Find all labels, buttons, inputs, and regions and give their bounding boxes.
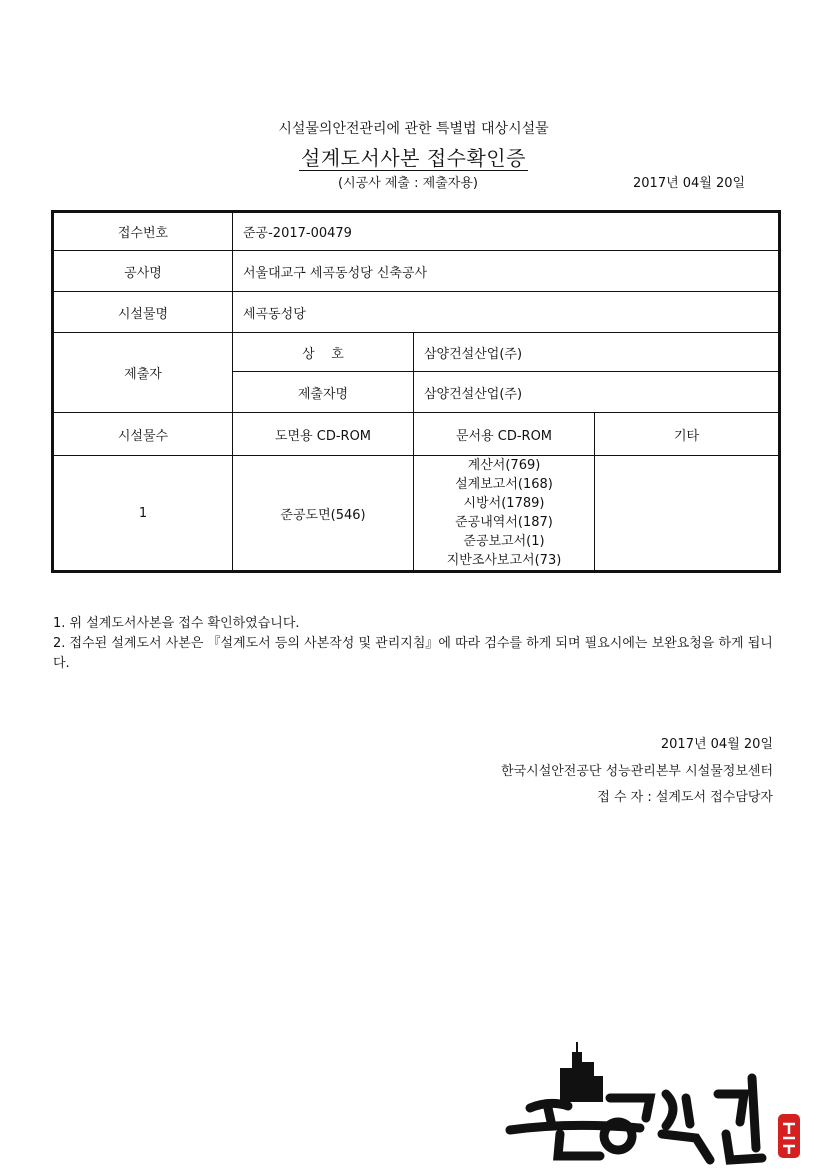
- count-header-row: [53, 413, 780, 456]
- signature-organization: 한국시설안전공단 성능관리본부 시설물정보센터: [501, 764, 773, 779]
- receipt-table: [51, 210, 781, 573]
- count-label: 시설물수: [53, 413, 233, 456]
- company-row: [53, 333, 780, 372]
- receipt-no-value: 준공-2017-00479: [233, 212, 780, 251]
- count-value: 1: [53, 456, 233, 572]
- submission-note: (시공사 제출 : 제출자용): [338, 176, 478, 191]
- junggong-logo-graphic: [490, 1038, 810, 1166]
- document-item: 시방서(1789): [463, 496, 545, 511]
- count-value-row: [53, 456, 780, 572]
- document-item: 준공보고서(1): [463, 534, 545, 549]
- project-label: 공사명: [53, 251, 233, 292]
- company-label: 상 호: [233, 333, 414, 372]
- company-value: 삼양건설산업(주): [414, 333, 780, 372]
- document-title: [0, 142, 827, 171]
- brush-strokes: [510, 1078, 762, 1160]
- submitter-name-label: 제출자명: [233, 372, 414, 413]
- document-item: 준공내역서(187): [455, 515, 553, 530]
- other-value: [595, 456, 780, 572]
- document-item: 설계보고서(168): [455, 477, 553, 492]
- issue-date: 2017년 04월 20일: [633, 176, 746, 191]
- signature-date: 2017년 04월 20일: [660, 737, 773, 752]
- notes: [53, 614, 778, 674]
- note-item: 2. 접수된 설계도서 사본은 『설계도서 등의 사본작성 및 관리지침』에 따라 검수를 하게 되며 필요시에는 보완요청을 하게 됩니다.: [53, 636, 773, 671]
- drawing-cd-label: 도면용 CD-ROM: [233, 413, 414, 456]
- documents-list: [414, 456, 595, 572]
- document-item: 지반조사보고서(73): [446, 553, 562, 568]
- building-icon: [560, 1042, 603, 1102]
- document-title-text: 설계도서사본 접수확인증: [301, 146, 526, 170]
- red-seal-stamp-icon: [778, 1114, 800, 1158]
- law-title: 시설물의안전관리에 관한 특별법 대상시설물: [278, 121, 549, 137]
- facility-value: 세곡동성당: [233, 292, 780, 333]
- drawings-value: 준공도면(546): [233, 456, 414, 572]
- document-item: 계산서(769): [467, 458, 541, 473]
- junggong-logo: [490, 1038, 810, 1166]
- note-item: 1. 위 설계도서사본을 접수 확인하였습니다.: [53, 616, 300, 631]
- signature-receiver: 접 수 자 : 설계도서 접수담당자: [597, 790, 773, 805]
- project-row: [53, 251, 780, 292]
- document-cd-label: 문서용 CD-ROM: [414, 413, 595, 456]
- facility-label: 시설물명: [53, 292, 233, 333]
- other-label: 기타: [595, 413, 780, 456]
- receipt-no-label: 접수번호: [53, 212, 233, 251]
- receipt-no-row: [53, 212, 780, 251]
- facility-row: [53, 292, 780, 333]
- project-value: 서울대교구 세곡동성당 신축공사: [233, 251, 780, 292]
- submitter-label: 제출자: [53, 333, 233, 413]
- submitter-name-value: 삼양건설산업(주): [414, 372, 780, 413]
